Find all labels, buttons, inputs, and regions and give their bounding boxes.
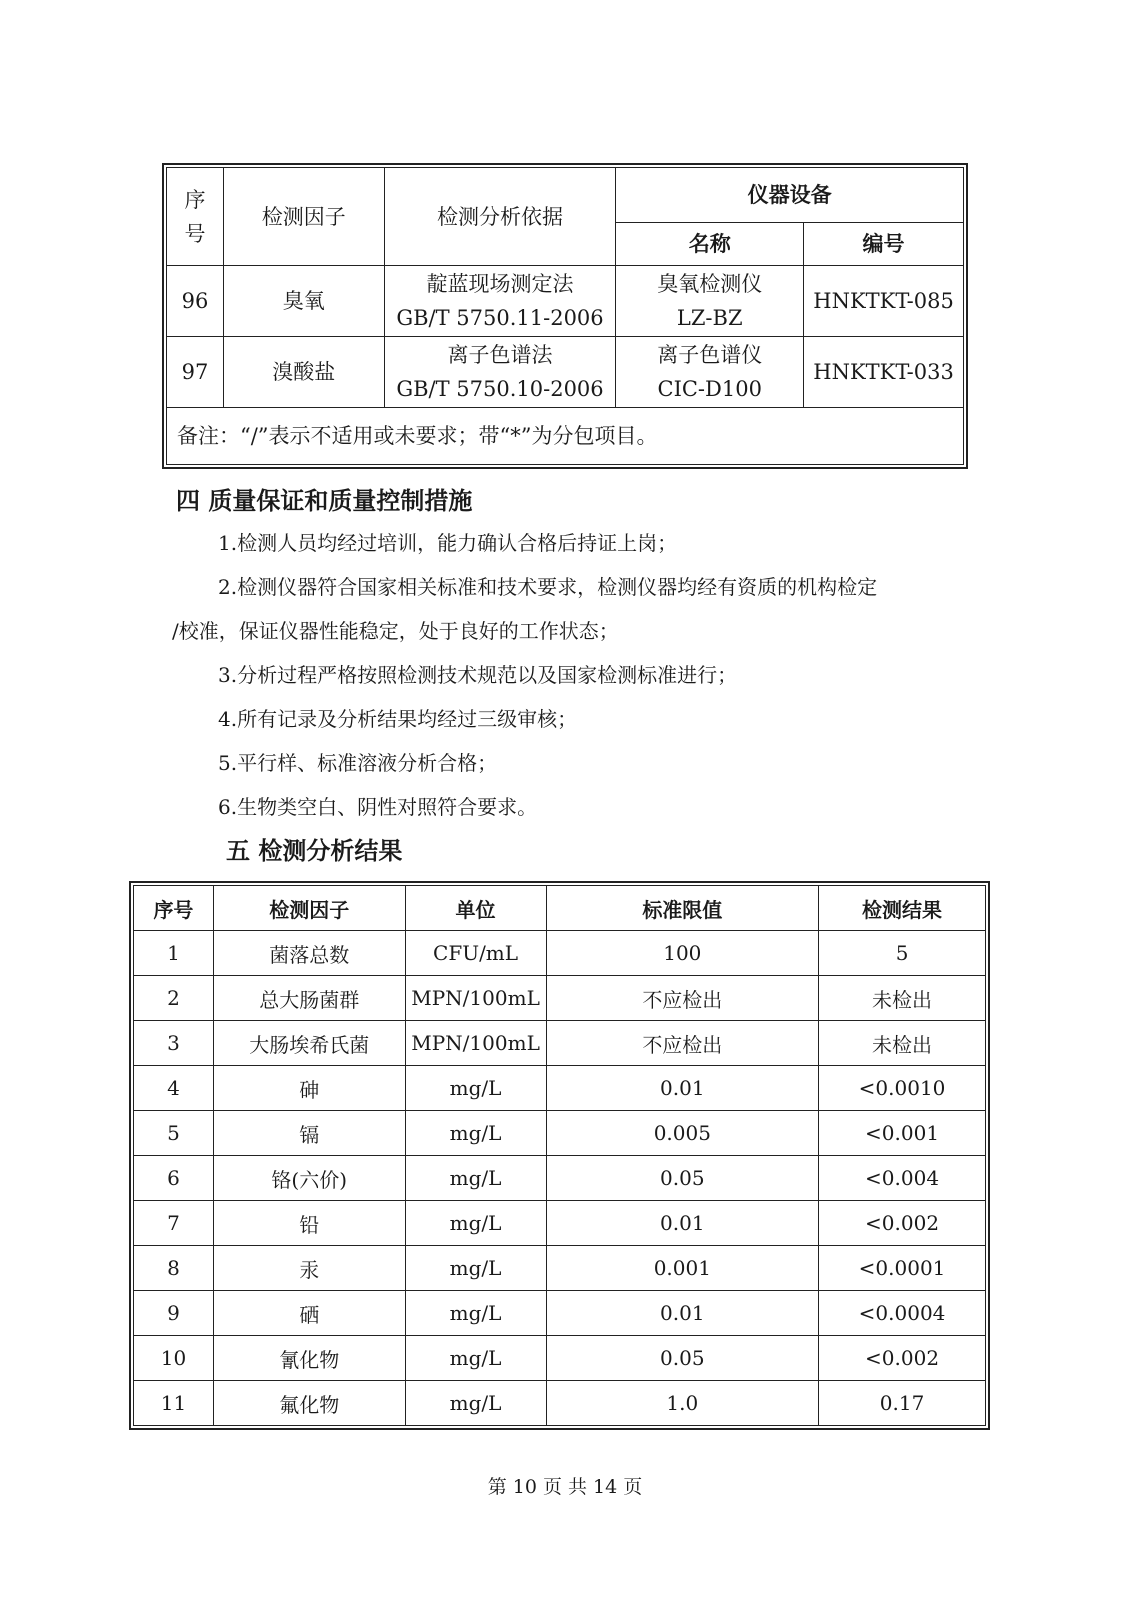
header-unit: 单位 [405, 886, 546, 931]
header-no: 序号 [134, 886, 214, 931]
table-row [134, 931, 986, 976]
cell-limit: 0.05 [546, 1156, 819, 1201]
header-factor: 检测因子 [213, 886, 405, 931]
cell-result: <0.004 [819, 1156, 986, 1201]
cell-result: <0.0001 [819, 1246, 986, 1291]
table-row [134, 1381, 986, 1426]
cell-unit: mg/L [405, 1246, 546, 1291]
cell-limit: 不应检出 [546, 976, 819, 1021]
cell-result: <0.002 [819, 1336, 986, 1381]
section-heading-quality: 四 质量保证和质量控制措施 [176, 487, 473, 515]
cell-unit: mg/L [405, 1066, 546, 1111]
cell-limit: 0.01 [546, 1201, 819, 1246]
cell-no: 7 [134, 1201, 214, 1246]
cell-unit: mg/L [405, 1381, 546, 1426]
table-row [134, 1291, 986, 1336]
cell-no: 96 [167, 266, 224, 337]
cell-unit: CFU/mL [405, 931, 546, 976]
cell-limit: 1.0 [546, 1381, 819, 1426]
paragraph: 1.检测人员均经过培训，能力确认合格后持证上岗； [218, 531, 678, 555]
paragraph: /校准，保证仪器性能稳定，处于良好的工作状态； [172, 619, 619, 643]
cell-no: 3 [134, 1021, 214, 1066]
cell-limit: 0.05 [546, 1336, 819, 1381]
cell-no: 11 [134, 1381, 214, 1426]
paragraph: 2.检测仪器符合国家相关标准和技术要求，检测仪器均经有资质的机构检定 [218, 575, 878, 599]
cell-factor: 汞 [213, 1246, 405, 1291]
header-result: 检测结果 [819, 886, 986, 931]
cell-code: HNKTKT-085 [804, 266, 964, 337]
cell-no: 10 [134, 1336, 214, 1381]
table-row [134, 1066, 986, 1111]
cell-result: 未检出 [819, 1021, 986, 1066]
cell-result: 5 [819, 931, 986, 976]
cell-result: 0.17 [819, 1381, 986, 1426]
cell-factor: 铅 [213, 1201, 405, 1246]
cell-code: HNKTKT-033 [804, 337, 964, 408]
cell-limit: 0.001 [546, 1246, 819, 1291]
cell-name: 臭氧检测仪 LZ-BZ [616, 266, 804, 337]
table-row [134, 1156, 986, 1201]
cell-factor: 臭氧 [223, 266, 384, 337]
header-name: 名称 [616, 223, 804, 266]
table-row [134, 1021, 986, 1066]
table-row [134, 1336, 986, 1381]
header-no: 序号 [167, 168, 224, 266]
cell-basis: 靛蓝现场测定法 GB/T 5750.11-2006 [384, 266, 616, 337]
cell-no: 2 [134, 976, 214, 1021]
cell-unit: MPN/100mL [405, 976, 546, 1021]
table-row [167, 337, 964, 408]
cell-unit: mg/L [405, 1291, 546, 1336]
table-note: 备注：“/”表示不适用或未要求；带“*”为分包项目。 [167, 408, 964, 465]
cell-limit: 不应检出 [546, 1021, 819, 1066]
cell-basis: 离子色谱法 GB/T 5750.10-2006 [384, 337, 616, 408]
cell-factor: 镉 [213, 1111, 405, 1156]
cell-factor: 铬(六价) [213, 1156, 405, 1201]
cell-unit: mg/L [405, 1336, 546, 1381]
cell-unit: mg/L [405, 1156, 546, 1201]
cell-result: 未检出 [819, 976, 986, 1021]
page-footer: 第 10 页 共 14 页 [487, 1476, 643, 1498]
cell-result: <0.001 [819, 1111, 986, 1156]
cell-no: 8 [134, 1246, 214, 1291]
cell-unit: mg/L [405, 1111, 546, 1156]
paragraph: 6.生物类空白、阴性对照符合要求。 [218, 795, 538, 819]
cell-no: 4 [134, 1066, 214, 1111]
cell-no: 9 [134, 1291, 214, 1336]
header-code: 编号 [804, 223, 964, 266]
table-row [134, 1201, 986, 1246]
cell-limit: 0.01 [546, 1291, 819, 1336]
cell-factor: 菌落总数 [213, 931, 405, 976]
cell-limit: 0.005 [546, 1111, 819, 1156]
cell-unit: MPN/100mL [405, 1021, 546, 1066]
cell-limit: 100 [546, 931, 819, 976]
cell-factor: 大肠埃希氏菌 [213, 1021, 405, 1066]
table-row [134, 1246, 986, 1291]
section-heading-results: 五 检测分析结果 [226, 837, 403, 865]
cell-name: 离子色谱仪 CIC-D100 [616, 337, 804, 408]
cell-result: <0.0010 [819, 1066, 986, 1111]
header-factor: 检测因子 [223, 168, 384, 266]
header-equipment: 仪器设备 [616, 168, 964, 223]
table-row [134, 1111, 986, 1156]
cell-result: <0.0004 [819, 1291, 986, 1336]
cell-factor: 溴酸盐 [223, 337, 384, 408]
header-limit: 标准限值 [546, 886, 819, 931]
paragraph: 4.所有记录及分析结果均经过三级审核； [218, 707, 578, 731]
header-basis: 检测分析依据 [384, 168, 616, 266]
paragraph: 5.平行样、标准溶液分析合格； [218, 751, 498, 775]
cell-factor: 氟化物 [213, 1381, 405, 1426]
cell-no: 97 [167, 337, 224, 408]
table-row [167, 266, 964, 337]
cell-no: 1 [134, 931, 214, 976]
equipment-table [166, 167, 964, 465]
cell-no: 5 [134, 1111, 214, 1156]
cell-factor: 砷 [213, 1066, 405, 1111]
cell-factor: 氰化物 [213, 1336, 405, 1381]
cell-limit: 0.01 [546, 1066, 819, 1111]
results-table [133, 885, 986, 1426]
cell-factor: 总大肠菌群 [213, 976, 405, 1021]
paragraph: 3.分析过程严格按照检测技术规范以及国家检测标准进行； [218, 663, 738, 687]
cell-result: <0.002 [819, 1201, 986, 1246]
table-row [134, 976, 986, 1021]
cell-factor: 硒 [213, 1291, 405, 1336]
cell-no: 6 [134, 1156, 214, 1201]
cell-unit: mg/L [405, 1201, 546, 1246]
